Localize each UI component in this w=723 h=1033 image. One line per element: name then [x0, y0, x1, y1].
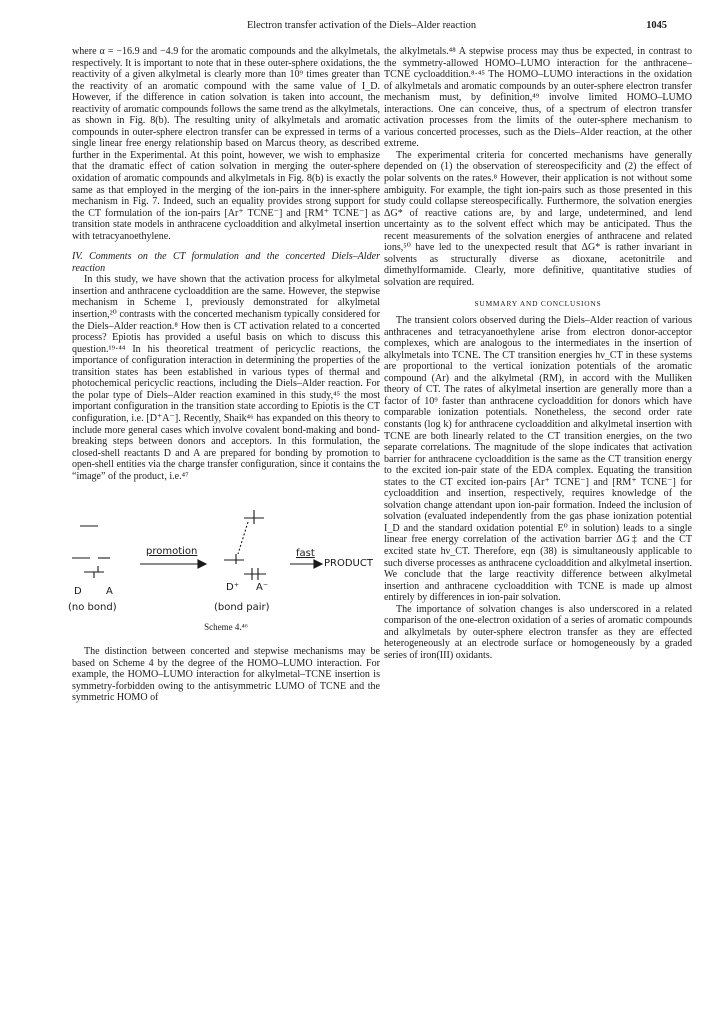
paragraph: The transient colors observed during the Diels–Alder reaction of various anthracenes and tetracyanoethylene arise from electron donor-acceptor complexes, which are analogous to the intermediates in the insertion of alkylmetals into TCNE. The CT transition energies hν_CT in these systems are proportional to the vertical ionization potentials of the aromatic compound (Ar) and the alkylmetal (RM), in accord with the Mulliken theory of CT. The rates of alkylmetal insertion are generally more than a factor of 10⁹ faster than anthracene cycloaddition for donors which have comparable ionization potentials. Nonetheless, the second order rate constants (log k) for anthracene cycloaddition and alkylmetal insertion with TCNE are both linearly related to the CT transition energies, on the two separate correlations. The magnitude of the slope indicates that activation barrier for anthracene cycloaddition is the same as the CT transition energy to the excited ion-pair state of the EDA complex. Equating the transition states to the CT excited ion-pairs [Ar⁺ TCNE⁻] and [RM⁺ TCNE⁻] for cycloaddition and insertion, respectively, requires knowledge of the solvation change attendant upon ion-pair formation. Indeed the inclusion of solvation (evaluated independently from the gas phase ionization potential I_D and the standard oxidation potential E⁰ in solution) leads to a single linear free energy correlation of the activation barrier ΔG‡ and the CT excited state hν_CT. Therefore, eqn (38) is simultaneously applicable to such diverse processes as anthracene cycloaddition and alkylmetal insertion. We conclude that the large reactivity difference between alkylmetal insertion and anthracene cycloaddition with TCNE is made up almost entirely by differences in ion-pair solvation.	[384, 315, 692, 604]
product-label: PRODUCT	[324, 558, 373, 570]
running-title: Electron transfer activation of the Diels–Alder reaction	[246, 20, 477, 31]
right-column	[384, 46, 692, 661]
acceptor-label: A	[106, 586, 113, 598]
donor-label: D	[74, 586, 82, 598]
donor-cation-label: D⁺	[226, 582, 239, 594]
paragraph: The distinction between concerted and stepwise mechanisms may be based on Scheme 4 by the degree of the HOMO–LUMO interaction. For example, the HOMO–LUMO interaction for alkylmetal–TCNE insertion is symmetry-forbidden owing to the antisymmetric LUMO of TCNE and the symmetric HOMO of	[72, 646, 380, 704]
promotion-label: promotion	[146, 546, 198, 558]
paragraph: where α = −16.9 and −4.9 for the aromatic compounds and the alkylmetals, respectively. It is important to note that in these outer-sphere oxidations, the reactivity of a given alkylmetal is clearly more than 10⁹ times greater than the reactivity of an aromatic compound with the same value of I_D. However, if the difference in cation solvation is taken into account, the reactivity of aromatic compounds follows the same trend as the alkylmetals, as shown in Fig. 8(b). The resulting unity of alkylmetals and aromatic compounds in outer-sphere electron transfer can be expressed in terms of a single linear free energy relationship based on Marcus theory, as described further in the Experimental. At this point, however, we wish to emphasize that the dramatic effect of cation solvation in merging the outer-sphere oxidation of aromatic compounds and alkylmetals in Fig. 8(b) is exactly the same as that employed in the merging of the ion-pairs in the inner-sphere mechanism in Fig. 7. Indeed, such an equality provides strong support for the CT formulation of the ion-pairs [Ar⁺ TCNE⁻] and [RM⁺ TCNE⁻] as transition state models in anthracene cycloaddition and alkylmetal insertion with tetracyanoethylene.	[72, 46, 380, 242]
bond-pair-label: (bond pair)	[214, 602, 270, 614]
fast-label: fast	[296, 548, 315, 560]
paragraph: In this study, we have shown that the activation process for alkylmetal insertion and anthracene cycloaddition are the same. However, the stepwise mechanism in Scheme 1, previously demonstrated for alkylmetal insertion,²⁰ contrasts with the concerted mechanism typically considered for the Diels–Alder reaction.⁸ How then is CT activation related to a concerted process? Epiotis has provided a useful basis on which to discuss this question.¹⁹·⁴⁴ In his theoretical treatment of pericyclic reactions, the importance of configuration interaction in determining the properties of the transition states has been established in various types of thermal and photochemical pericyclic reactions, including the Diels–Alder reaction. For the polar type of Diels–Alder reaction examined in this study,⁴⁵ the most important configuration in the transition state according to Epiotis is the CT configuration, i.e. [D⁺A⁻]. Recently, Shaik⁴⁶ has expanded on this theory to include more general cases which involve covalent bond-making and bond-breaking steps between donors and acceptors. In this formulation, the closed-shell reactants D and A are prepared for bonding by promotion to open-shell entities via the charge transfer configuration, since it contains the “image” of the product, i.e.⁴⁷	[72, 274, 380, 482]
left-column	[68, 46, 380, 704]
scheme-4-diagram	[72, 490, 380, 620]
acceptor-anion-label: A⁻	[256, 582, 269, 594]
page-number: 1045	[646, 20, 667, 31]
paragraph: The experimental criteria for concerted mechanisms have generally depended on (1) the observation of stereospecificity and (2) the effect of polar solvents on the rates.⁸ However, their application is not without some ambiguity. For example, the tight ion-pairs such as those presented in this study could collapse stereospecifically. Furthermore, the solvation energies ΔG* of reactive cations are, by and large, undetermined, and lend uncertainty as to the solvent effect which may be anticipated. Thus the recent measurements of the solvation energies of anthracene and related ions,⁵⁰ have led to the unexpected result that ΔG* is rather invariant in solvents as structurally diverse as dioxane, acetonitrile and dimethylformamide. Clearly, more definitive, quantitative studies of solvation are required.	[384, 149, 692, 288]
section-heading: SUMMARY AND CONCLUSIONS	[474, 299, 602, 309]
scheme-caption: Scheme 4.⁴⁶	[204, 622, 248, 633]
no-bond-label: (no bond)	[68, 602, 117, 614]
paragraph: the alkylmetals.⁴⁸ A stepwise process may thus be expected, in contrast to the symmetry-allowed HOMO–LUMO interaction for the anthracene–TCNE cycloaddition.⁸·⁴⁵ The HOMO–LUMO interactions in the oxidation of alkylmetals and aromatic compounds by an outer-sphere electron transfer mechanism must, by definition,⁴⁹ involve limited HOMO–LUMO interactions. One can conceive, thus, of a spectrum of electron transfer activation processes from the limits of the outer-sphere mechanism to various concerted processes, such as the Diels–Alder reaction, at the other extreme.	[384, 46, 692, 150]
scheme-4	[68, 490, 380, 638]
section-heading: IV. Comments on the CT formulation and the concerted Diels–Alder reaction	[72, 251, 380, 274]
paragraph: The importance of solvation changes is also underscored in a related comparison of the one-electron oxidation of a series of aromatic compounds and alkylmetals by outer-sphere electron transfer as they are effected heterogeneously at an electrode surface or homogeneously by a graded series of iron(III) oxidants.	[384, 603, 692, 661]
running-header	[0, 20, 723, 36]
